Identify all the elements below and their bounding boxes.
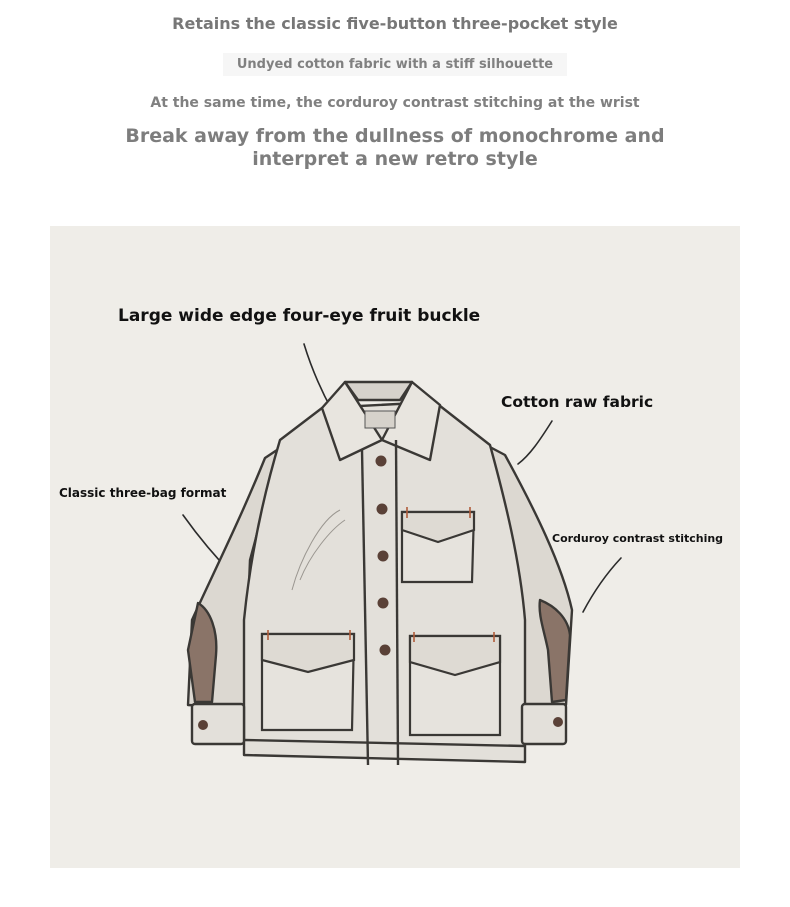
feature-line-stitching: At the same time, the corduroy contrast stitching at the wrist (150, 95, 640, 111)
callout-fabric: Cotton raw fabric (501, 393, 654, 411)
headline-line-2: interpret a new retro style (252, 148, 538, 170)
feature-line-fabric: Undyed cotton fabric with a stiff silhouette (223, 53, 567, 76)
callout-pockets: Classic three-bag format (59, 486, 227, 500)
collar-label (365, 411, 395, 428)
jacket-body (188, 382, 572, 765)
headline-line-1: Break away from the dullness of monochrome and (125, 125, 665, 147)
feature-line-pockets: Retains the classic five-button three-pocket style (172, 14, 618, 33)
callout-buckle: Large wide edge four-eye fruit buckle (118, 306, 481, 326)
callout-stitching: Corduroy contrast stitching (552, 532, 724, 545)
